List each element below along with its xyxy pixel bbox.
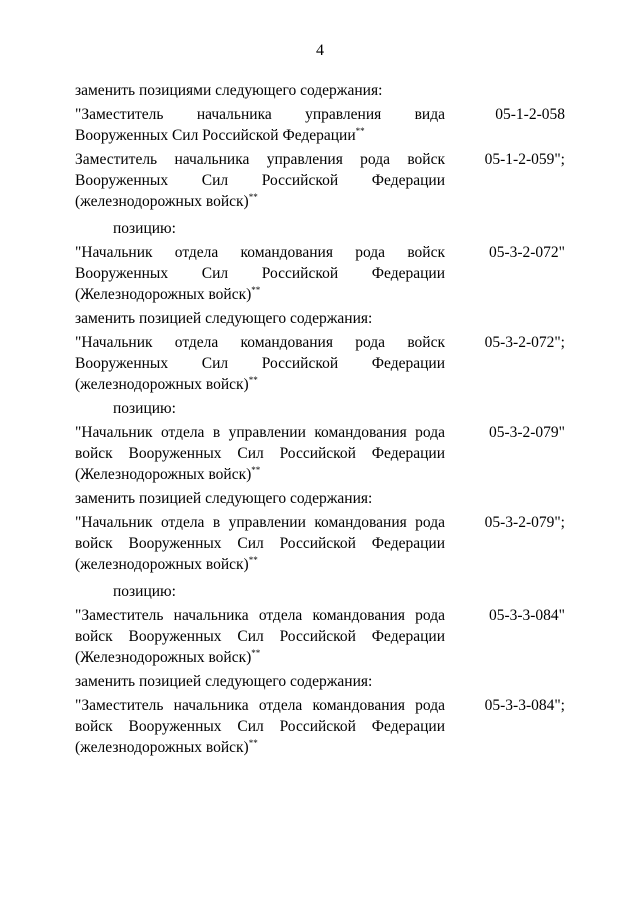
position-title-line: войск Вооруженных Сил Российской Федерации <box>75 718 445 735</box>
position-title-line: "Начальник отдела в управлении командования рода <box>75 514 445 531</box>
position-title-line: "Заместитель начальника отдела командования рода <box>75 607 445 624</box>
position-code: 05-1-2-058 <box>495 106 565 123</box>
footnote-mark: ** <box>248 192 258 202</box>
position-code: 05-3-3-084"; <box>484 697 565 714</box>
position-entry <box>75 242 565 305</box>
instruction-text: заменить позицией следующего содержания: <box>75 673 373 690</box>
position-title-line: Вооруженных Сил Российской Федерации <box>75 127 356 144</box>
footnote-mark: ** <box>251 285 261 295</box>
position-entry <box>75 149 565 212</box>
position-title <box>75 149 445 212</box>
position-title-line: войск Вооруженных Сил Российской Федерации <box>75 628 445 645</box>
position-title-line: войск Вооруженных Сил Российской Федерации <box>75 535 445 552</box>
position-title-line: "Заместитель начальника отдела командования рода <box>75 697 445 714</box>
position-title-line: Вооруженных Сил Российской Федерации <box>75 265 445 282</box>
position-title-line: (железнодорожных войск) <box>75 739 249 756</box>
footnote-mark: ** <box>355 126 365 136</box>
position-entry <box>75 332 565 395</box>
position-title-line: войск Вооруженных Сил Российской Федерации <box>75 445 445 462</box>
position-title <box>75 422 445 485</box>
position-entry <box>75 695 565 758</box>
position-entry <box>75 104 565 146</box>
position-title-line: (Железнодорожных войск) <box>75 286 252 303</box>
position-entry <box>75 605 565 668</box>
position-title <box>75 104 445 146</box>
footnote-mark: ** <box>251 648 261 658</box>
position-code: 05-3-2-072" <box>488 244 565 261</box>
instruction-text: заменить позицией следующего содержания: <box>75 310 373 327</box>
instruction-text: заменить позицией следующего содержания: <box>75 490 373 507</box>
footnote-mark: ** <box>251 465 261 475</box>
position-title-line: (Железнодорожных войск) <box>75 649 252 666</box>
position-title-line: (железнодорожных войск) <box>75 193 249 210</box>
page-number: 4 <box>316 42 324 59</box>
position-title <box>75 512 445 575</box>
position-title-line: "Начальник отдела командования рода войск <box>75 334 445 351</box>
position-title <box>75 242 445 305</box>
position-title-line: "Начальник отдела в управлении командования рода <box>75 424 445 441</box>
position-entry <box>75 512 565 575</box>
position-title-line: (железнодорожных войск) <box>75 556 249 573</box>
position-title <box>75 605 445 668</box>
footnote-mark: ** <box>248 555 258 565</box>
footnote-mark: ** <box>248 375 258 385</box>
position-title-line: (Железнодорожных войск) <box>75 466 252 483</box>
position-title-line: Вооруженных Сил Российской Федерации <box>75 355 445 372</box>
position-entry <box>75 422 565 485</box>
position-title-line: "Заместитель начальника управления вида <box>75 106 445 123</box>
position-code: 05-3-2-079"; <box>484 514 565 531</box>
footnote-mark: ** <box>248 738 258 748</box>
position-title-line: Заместитель начальника управления рода войск <box>75 151 445 168</box>
position-code: 05-3-2-072"; <box>484 334 565 351</box>
position-title <box>75 695 445 758</box>
position-title-line: (железнодорожных войск) <box>75 376 249 393</box>
document-body <box>75 80 565 764</box>
position-code: 05-3-2-079" <box>488 424 565 441</box>
instruction-text: заменить позициями следующего содержания: <box>75 82 383 99</box>
position-title-line: "Начальник отдела командования рода войск <box>75 244 445 261</box>
position-title-line: Вооруженных Сил Российской Федерации <box>75 172 445 189</box>
position-code: 05-1-2-059"; <box>484 151 565 168</box>
instruction-text: позицию: <box>113 583 176 600</box>
position-title <box>75 332 445 395</box>
instruction-text: позицию: <box>113 400 176 417</box>
instruction-text: позицию: <box>113 220 176 237</box>
position-code: 05-3-3-084" <box>488 607 565 624</box>
